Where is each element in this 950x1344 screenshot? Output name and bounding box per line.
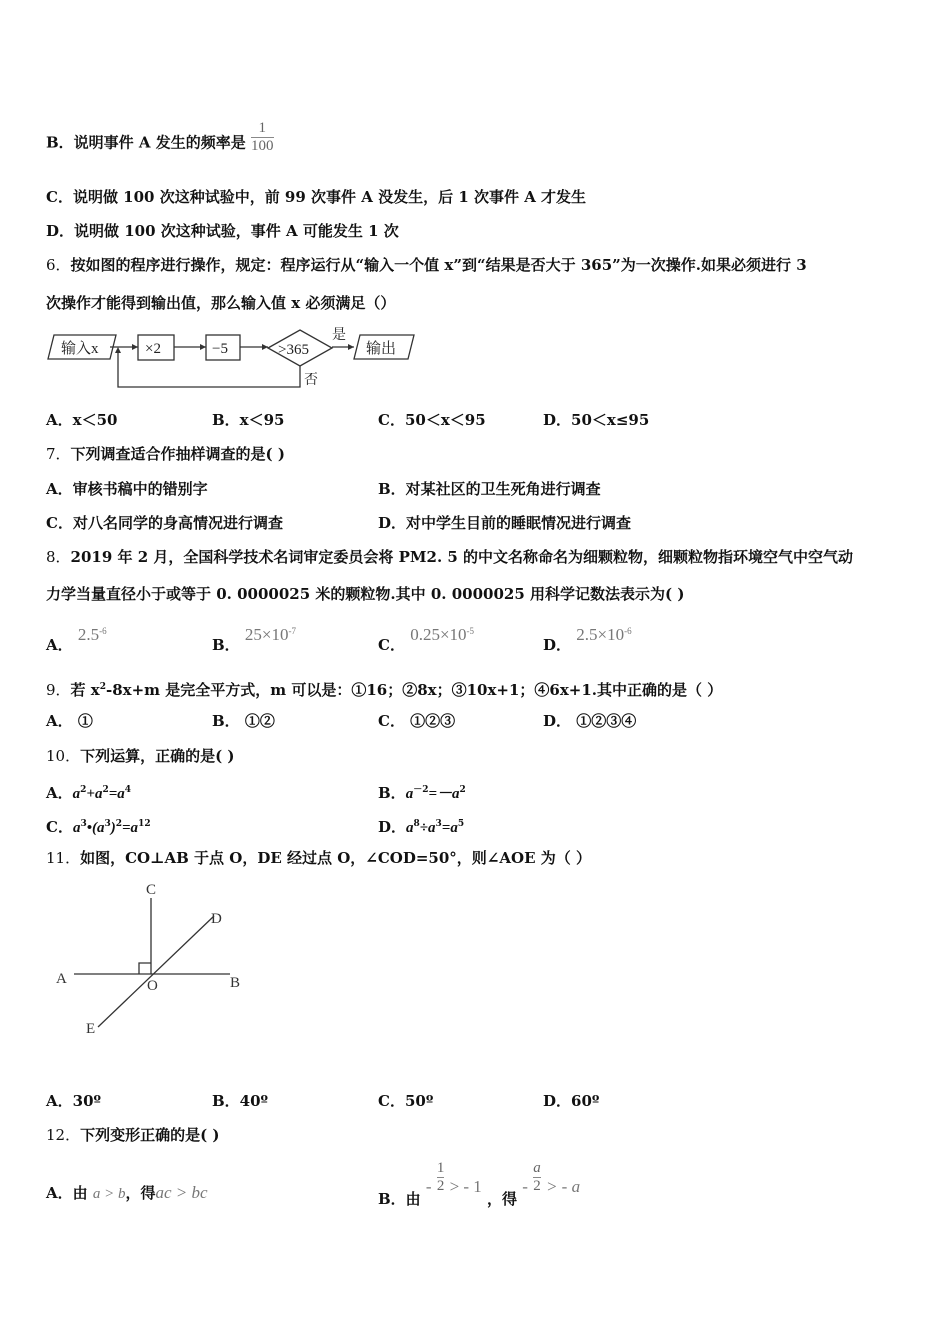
- label-e: E: [86, 1021, 96, 1037]
- q8-stem-line2: 力学当量直径小于或等于 0. 0000025 米的颗粒物.其中 0. 0000025 用科学记数法表示为( ): [46, 585, 685, 603]
- q12-option-b-mid: ，得: [487, 1189, 518, 1208]
- q10-option-b-label: B．: [378, 784, 406, 802]
- q8-option-d-label: D．: [543, 636, 572, 654]
- q12-number: 12．: [46, 1126, 81, 1144]
- q11-stem-text: 如图，CO⊥AB 于点 O，DE 经过点 O，∠COD=50°，则∠AOE 为（ ）: [80, 849, 591, 867]
- q8-option-b-base: 25×10: [244, 625, 289, 644]
- fraction-numerator: 1: [251, 120, 274, 138]
- fraction-numerator: a: [533, 1160, 541, 1176]
- flow-no-label: 否: [304, 373, 318, 388]
- q10-number: 10．: [46, 747, 81, 765]
- flow-yes-label: 是: [332, 328, 346, 343]
- q8-option-a-exp: -6: [99, 626, 107, 636]
- q10-stem: [46, 745, 235, 767]
- q8-number: 8．: [46, 548, 71, 566]
- q5-option-c: C．说明做 100 次这种试验中，前 99 次事件 A 没发生，后 1 次事件 A 才发生: [46, 188, 587, 206]
- q10-option-c: C．$a^3•(a^3)^2=a^{12}$: [46, 818, 151, 836]
- label-b: B: [230, 975, 241, 991]
- q7-option-d: D．对中学生目前的睡眠情况进行调查: [378, 514, 632, 532]
- q8-option-a-label: A．: [46, 636, 73, 654]
- q6-stem-line2: 次操作才能得到输出值，那么输入值 x 必须满足（）: [46, 294, 396, 312]
- label-o: O: [147, 978, 158, 994]
- q7-option-a: A．审核书稿中的错别字: [46, 480, 208, 498]
- q8-stem-text-1: 2019 年 2 月，全国科学技术名词审定委员会将 PM2. 5 的中文名称命名为细颗粒物，细颗粒物指环境空气中空气动: [70, 548, 854, 566]
- q10-option-b: B．$a^{-2}=-a^2$: [378, 784, 466, 802]
- q7-option-b: B．对某社区的卫生死角进行调查: [378, 480, 601, 498]
- q9-stem: [46, 676, 722, 701]
- q8-option-a-value: [78, 625, 107, 644]
- q5-option-b-fraction: [251, 120, 274, 155]
- right-angle-mark: [139, 963, 151, 974]
- q8-option-a-base: 2.5: [77, 625, 100, 644]
- q9-option-c: C． ①②③: [378, 712, 456, 730]
- fraction-denominator: 2: [436, 1178, 445, 1194]
- fraction-denominator: 100: [251, 138, 274, 154]
- q12-option-a-condition: a > b: [92, 1186, 126, 1202]
- q8-option-d-exp: -6: [624, 626, 632, 636]
- q10-option-c-label: C．: [46, 818, 73, 836]
- fraction-denominator: 2: [533, 1178, 541, 1194]
- q12-stem-text: 下列变形正确的是( ): [80, 1126, 220, 1144]
- q8-option-d-value: [576, 625, 631, 644]
- q9-option-d: D． ①②③④: [543, 712, 637, 730]
- q6-option-c: C．50＜x＜95: [378, 411, 486, 429]
- q7-stem-text: 下列调查适合作抽样调查的是( ): [70, 445, 285, 463]
- q12-option-a-result: ac > bc: [155, 1183, 208, 1202]
- q7-option-c: C．对八名同学的身高情况进行调查: [46, 514, 283, 532]
- q10-option-a: A．$a^2+a^2=a^4$: [46, 784, 132, 802]
- q9-option-a: A． ①: [46, 712, 93, 730]
- q12-option-b: [378, 1160, 581, 1208]
- q6-option-a: A．x＜50: [46, 411, 118, 429]
- q5-option-b: [46, 120, 274, 161]
- label-a: A: [56, 971, 67, 987]
- q8-option-c-value: [410, 625, 474, 644]
- q12-option-a: [46, 1182, 208, 1205]
- q8-option-c: [378, 625, 475, 656]
- q8-option-c-exp: -5: [466, 626, 475, 636]
- q12-half-fraction: [437, 1160, 445, 1195]
- q12-option-a-label: A．由: [46, 1184, 88, 1202]
- q5-option-b-text: B．说明事件 A 发生的频率是: [46, 133, 246, 152]
- q7-number: 7．: [46, 445, 71, 463]
- q5-option-d: D．说明做 100 次这种试验，事件 A 可能发生 1 次: [46, 222, 399, 240]
- q6-flowchart: [46, 325, 426, 395]
- q12-option-b-result-rest: > - a: [545, 1176, 581, 1196]
- q11-option-b: B．40º: [212, 1092, 269, 1110]
- q10-stem-text: 下列运算，正确的是( ): [80, 747, 235, 765]
- q8-option-c-base: 0.25×10: [410, 625, 467, 644]
- q6-option-d: D．50＜x≤95: [543, 411, 650, 429]
- q9-stem-post: -8x+m 是完全平方式，m 可以是：①16；②8x；③10x+1；④6x+1.其中正确的是（ ）: [105, 681, 723, 699]
- q11-option-a: A．30º: [46, 1092, 102, 1110]
- q6-option-b: B．x＜95: [212, 411, 285, 429]
- q8-option-b-label: B．: [212, 636, 240, 654]
- q9-stem-pre: 若 x: [70, 681, 100, 699]
- q10-option-d: D．$a^8\div a^3=a^5$: [378, 818, 465, 836]
- q8-option-b-exp: -7: [288, 626, 297, 636]
- q8-option-b: [212, 625, 297, 656]
- flow-input-label: 输入x: [61, 341, 99, 357]
- q12-a-half-fraction: [533, 1160, 541, 1195]
- q10-option-d-label: D．: [378, 818, 407, 836]
- flow-compare-label: >365: [278, 342, 309, 358]
- q6-stem-line1: [46, 254, 807, 276]
- label-d: D: [211, 911, 222, 927]
- q9-number: 9．: [46, 681, 71, 699]
- q9-stem-sup: 2: [99, 682, 106, 692]
- q12-stem: [46, 1124, 220, 1146]
- q11-stem: [46, 847, 591, 869]
- line-de: [98, 916, 214, 1027]
- q8-option-a: [46, 625, 107, 656]
- q12-option-b-condition-rest: > - 1: [449, 1176, 482, 1196]
- q8-option-c-label: C．: [378, 636, 405, 654]
- q12-option-a-mid: ，得: [125, 1184, 156, 1202]
- q11-figure: [46, 880, 266, 1050]
- q8-option-b-value: [245, 625, 296, 644]
- q6-number: 6．: [46, 256, 71, 274]
- label-c: C: [146, 882, 157, 898]
- minus-sign-2: -: [522, 1176, 528, 1196]
- q8-option-d-base: 2.5×10: [576, 625, 625, 644]
- flow-sub-label: −5: [212, 341, 228, 357]
- q11-option-d: D．60º: [543, 1092, 600, 1110]
- fraction-numerator: 1: [436, 1160, 445, 1176]
- flow-mul-label: ×2: [145, 341, 161, 357]
- minus-sign-1: -: [425, 1176, 432, 1196]
- q8-option-d: [543, 625, 632, 656]
- q12-option-b-label: B．由: [378, 1189, 421, 1208]
- q9-option-b: B． ①②: [212, 712, 275, 730]
- q10-option-a-label: A．: [46, 784, 73, 802]
- q11-option-c: C．50º: [378, 1092, 434, 1110]
- q8-stem-line1: [46, 546, 853, 568]
- q6-stem-text-1: 按如图的程序进行操作，规定：程序运行从“输入一个值 x”到“结果是否大于 365”为一次操作.如果必须进行 3: [70, 256, 807, 274]
- flow-output-label: 输出: [366, 341, 397, 357]
- q7-stem: [46, 443, 285, 465]
- q11-number: 11．: [46, 849, 81, 867]
